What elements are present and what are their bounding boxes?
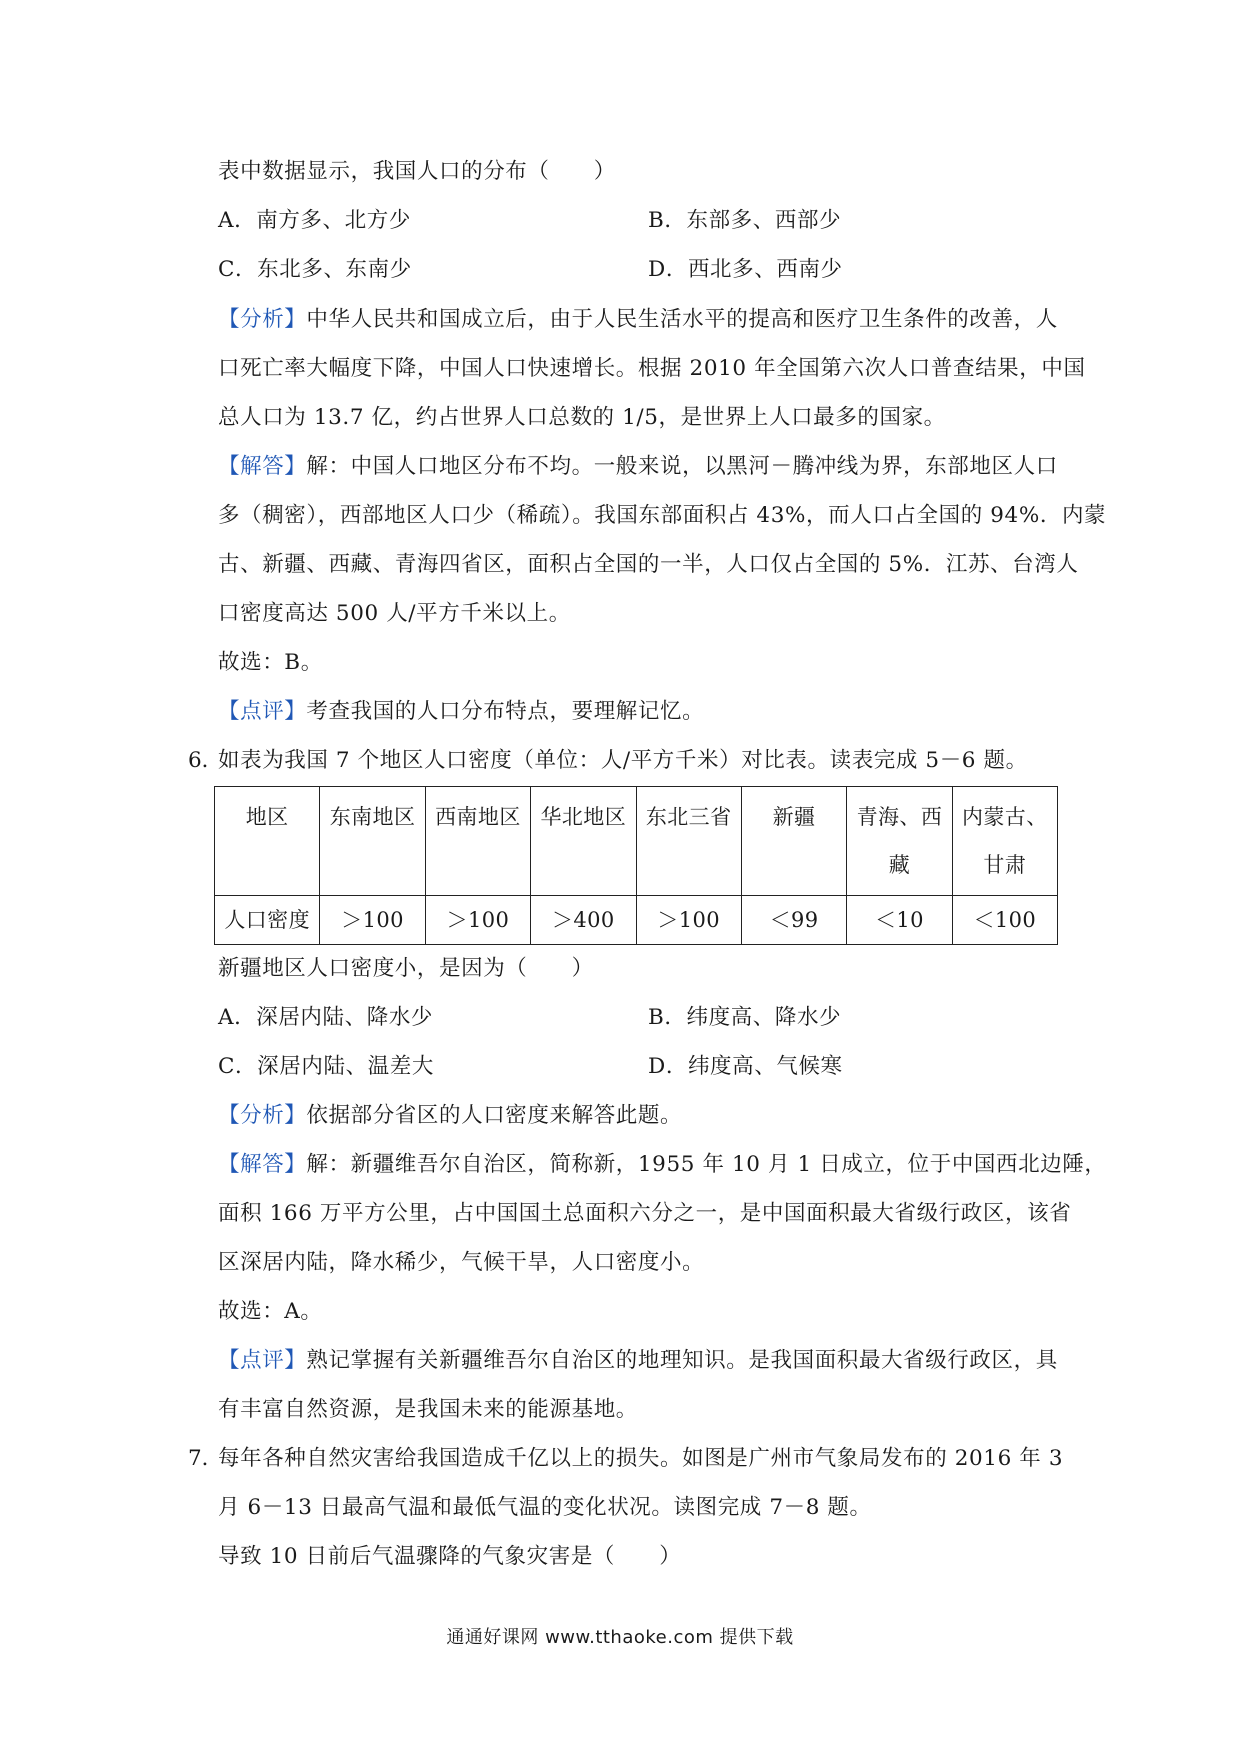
q5-comment: 【点评】考查我国的人口分布特点，要理解记忆。 bbox=[218, 699, 705, 724]
table-cell: 人口密度 bbox=[215, 896, 320, 945]
q5-answer-line-2: 多（稠密），西部地区人口少（稀疏）。我国东部面积占 43%，而人口占全国的 94%．内蒙 bbox=[218, 503, 1107, 528]
q6-option-c: C．深居内陆、温差大 bbox=[218, 1054, 434, 1079]
table-cell: ＞100 bbox=[636, 896, 741, 945]
q6-stem: 新疆地区人口密度小，是因为（ ） bbox=[218, 956, 594, 981]
q6-comment-line-1: 【点评】熟记掌握有关新疆维吾尔自治区的地理知识。是我国面积最大省级行政区，具 bbox=[218, 1348, 1058, 1373]
q5-option-d: D．西北多、西南少 bbox=[648, 257, 843, 282]
q5-option-a: A．南方多、北方少 bbox=[218, 208, 411, 233]
q6-answer-line-1: 【解答】解：新疆维吾尔自治区，简称新，1955 年 10 月 1 日成立，位于中国西北边陲， bbox=[218, 1152, 1107, 1177]
q5-answer-line-1: 【解答】解：中国人口地区分布不均。一般来说，以黑河－腾冲线为界，东部地区人口 bbox=[218, 454, 1058, 479]
q5-analysis-line-1: 【分析】中华人民共和国成立后，由于人民生活水平的提高和医疗卫生条件的改善，人 bbox=[218, 307, 1058, 332]
q5-choice: 故选：B。 bbox=[218, 650, 323, 675]
q5-analysis-line-2: 口死亡率大幅度下降，中国人口快速增长。根据 2010 年全国第六次人口普查结果，中国 bbox=[218, 356, 1086, 381]
q6-answer-line-2: 面积 166 万平方公里，占中国国土总面积六分之一，是中国面积最大省级行政区，该省 bbox=[218, 1201, 1072, 1226]
q6-choice: 故选：A。 bbox=[218, 1299, 323, 1324]
q6-comment-line-2: 有丰富自然资源，是我国未来的能源基地。 bbox=[218, 1397, 638, 1422]
table-cell: ＜100 bbox=[952, 896, 1057, 945]
table-cell: 东北三省 bbox=[636, 787, 741, 896]
q7-stem: 导致 10 日前后气温骤降的气象灾害是（ ） bbox=[218, 1544, 682, 1569]
population-density-table bbox=[214, 786, 1058, 945]
answer-tag: 【解答】 bbox=[218, 454, 307, 479]
table-cell: ＜99 bbox=[741, 896, 846, 945]
table-cell: 青海、西藏 bbox=[847, 787, 952, 896]
q7-intro-line-2: 月 6－13 日最高气温和最低气温的变化状况。读图完成 7－8 题。 bbox=[218, 1495, 872, 1520]
table-cell: 内蒙古、甘肃 bbox=[952, 787, 1057, 896]
q6-intro: 如表为我国 7 个地区人口密度（单位：人/平方千米）对比表。读表完成 5－6 题。 bbox=[218, 748, 1028, 773]
answer-tag: 【解答】 bbox=[218, 1152, 307, 1177]
q6-option-d: D．纬度高、气候寒 bbox=[648, 1054, 843, 1079]
page-footer: 通通好课网 www.tthaoke.com 提供下载 bbox=[446, 1627, 794, 1648]
q6-number: 6． bbox=[188, 748, 224, 773]
table-cell: 西南地区 bbox=[425, 787, 530, 896]
table-cell: 东南地区 bbox=[320, 787, 425, 896]
table-cell: ＞100 bbox=[425, 896, 530, 945]
analysis-tag: 【分析】 bbox=[218, 1103, 307, 1128]
table-cell: 华北地区 bbox=[531, 787, 636, 896]
q5-analysis-line-3: 总人口为 13.7 亿，约占世界人口总数的 1/5，是世界上人口最多的国家。 bbox=[218, 405, 946, 430]
analysis-tag: 【分析】 bbox=[218, 307, 307, 332]
q6-option-a: A．深居内陆、降水少 bbox=[218, 1005, 434, 1030]
q7-number: 7． bbox=[188, 1446, 224, 1471]
q5-option-c: C．东北多、东南少 bbox=[218, 257, 412, 282]
q7-intro-line-1: 每年各种自然灾害给我国造成千亿以上的损失。如图是广州市气象局发布的 2016 年 3 bbox=[218, 1446, 1064, 1471]
table-header-row bbox=[215, 787, 1058, 896]
table-cell: ＞400 bbox=[531, 896, 636, 945]
q6-answer-line-3: 区深居内陆，降水稀少，气候干旱，人口密度小。 bbox=[218, 1250, 705, 1275]
table-cell: ＞100 bbox=[320, 896, 425, 945]
table-row bbox=[215, 896, 1058, 945]
table-cell: ＜10 bbox=[847, 896, 952, 945]
q6-analysis: 【分析】依据部分省区的人口密度来解答此题。 bbox=[218, 1103, 683, 1128]
table-cell: 地区 bbox=[215, 787, 320, 896]
q5-answer-line-4: 口密度高达 500 人/平方千米以上。 bbox=[218, 601, 571, 626]
q5-answer-line-3: 古、新疆、西藏、青海四省区，面积占全国的一半，人口仅占全国的 5%．江苏、台湾人 bbox=[218, 552, 1079, 577]
q5-stem: 表中数据显示，我国人口的分布（ ） bbox=[218, 159, 616, 184]
q5-option-b: B．东部多、西部少 bbox=[648, 208, 842, 233]
comment-tag: 【点评】 bbox=[218, 699, 307, 724]
comment-tag: 【点评】 bbox=[218, 1348, 307, 1373]
q6-option-b: B．纬度高、降水少 bbox=[648, 1005, 842, 1030]
table-cell: 新疆 bbox=[741, 787, 846, 896]
